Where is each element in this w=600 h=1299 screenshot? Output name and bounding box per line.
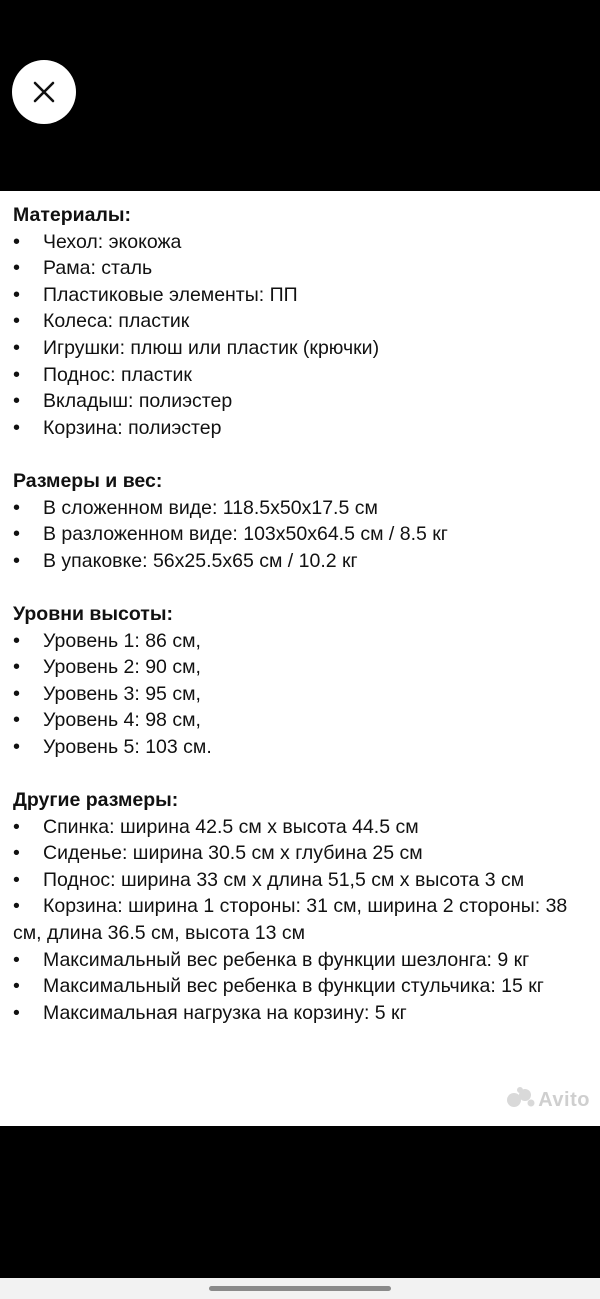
list-item: [13, 840, 593, 867]
list-item: • Колеса: пластик: [13, 308, 593, 335]
list-item: [13, 814, 593, 841]
list-item-text: Сиденье: ширина 30.5 см x глубина 25 см: [43, 842, 423, 865]
list-item: [13, 947, 593, 974]
list-item: • Чехол: экокожа: [13, 229, 593, 256]
list-item-text: Спинка: ширина 42.5 см x высота 44.5 см: [43, 815, 419, 838]
list-item: [13, 1000, 593, 1027]
list-item: [13, 973, 593, 1000]
section-other-dimensions: [13, 787, 593, 1026]
list-item: • Уровень 1: 86 см,: [13, 628, 593, 655]
specification-text: [13, 202, 593, 1026]
bullet: •: [13, 815, 20, 838]
section-heading: Уровни высоты:: [13, 602, 173, 625]
section-heading: Материалы:: [13, 204, 131, 226]
watermark-text: Avito: [538, 1088, 590, 1111]
close-icon: [32, 80, 56, 104]
dimensions-list: [13, 495, 593, 575]
other-dimensions-list: [13, 814, 593, 1027]
list-item: • Рама: сталь: [13, 255, 593, 282]
list-item-text: Максимальная нагрузка на корзину: 5 кг: [43, 1001, 407, 1024]
list-item: • В разложенном виде: 103x50x64.5 см / 8.5 кг: [13, 521, 593, 548]
list-item-text: Корзина: ширина 1 стороны: 31 см, ширина 2 стороны: 38 см, длина 36.5 см, высота 13 см: [13, 895, 568, 945]
system-navigation-bar: [0, 1278, 600, 1299]
list-item: • Уровень 2: 90 см,: [13, 654, 593, 681]
height-levels-list: [13, 628, 593, 761]
close-button[interactable]: [12, 60, 76, 124]
bullet: •: [13, 895, 20, 918]
list-item: • Уровень 3: 95 см,: [13, 681, 593, 708]
list-item-text: Поднос: ширина 33 см x длина 51,5 см x высота 3 см: [43, 868, 525, 891]
bullet: •: [13, 842, 20, 865]
bullet: •: [13, 868, 20, 891]
bullet: •: [13, 1001, 20, 1024]
section-heading: Другие размеры:: [13, 789, 179, 812]
list-item: • Пластиковые элементы: ПП: [13, 282, 593, 309]
section-materials: [13, 202, 593, 441]
list-item: • В сложенном виде: 118.5x50x17.5 см: [13, 495, 593, 522]
list-item-text: Максимальный вес ребенка в функции шезлонга: 9 кг: [43, 948, 530, 971]
list-item: • Игрушки: плюш или пластик (крючки): [13, 335, 593, 362]
list-item-text: Максимальный вес ребенка в функции стульчика: 15 кг: [43, 975, 544, 998]
list-item: • В упаковке: 56x25.5x65 см / 10.2 кг: [13, 548, 593, 575]
list-item: • Поднос: пластик: [13, 362, 593, 389]
bullet: •: [13, 948, 20, 971]
list-item: • Уровень 4: 98 см,: [13, 707, 593, 734]
materials-list: [13, 229, 593, 442]
list-item: [13, 867, 593, 894]
photo: [0, 191, 600, 1126]
avito-logo-icon: [506, 1086, 536, 1114]
section-dimensions-weight: [13, 468, 593, 574]
list-item: • Уровень 5: 103 см.: [13, 734, 593, 761]
list-item: • Вкладыш: полиэстер: [13, 388, 593, 415]
avito-watermark: [506, 1086, 590, 1114]
list-item: [13, 893, 593, 946]
section-heading: Размеры и вес:: [13, 469, 163, 492]
section-height-levels: [13, 601, 593, 761]
list-item: • Корзина: полиэстер: [13, 415, 593, 442]
bullet: •: [13, 975, 20, 998]
home-indicator[interactable]: [209, 1286, 391, 1291]
